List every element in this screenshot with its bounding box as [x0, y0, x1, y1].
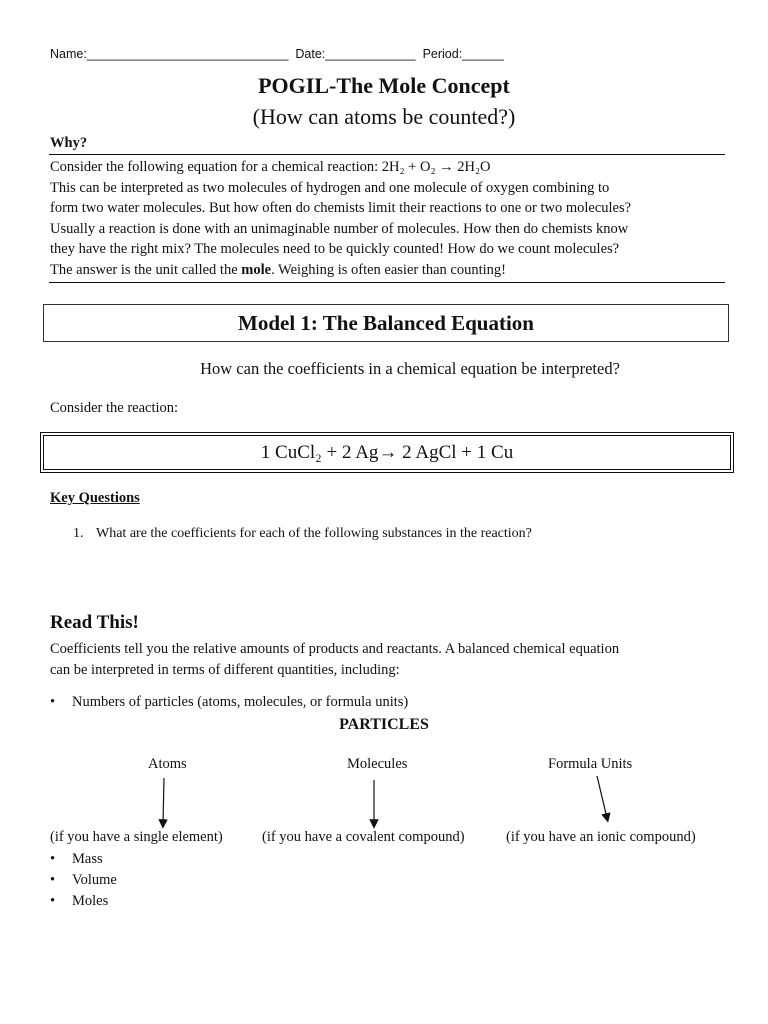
- particles-heading: PARTICLES: [339, 716, 429, 733]
- question-number: 1.: [73, 526, 84, 541]
- bullet-text: Mass: [72, 851, 103, 867]
- why-line: they have the right mix? The molecules need to be quickly counted! How do we count molecules?: [50, 241, 620, 258]
- bullet-mass: [50, 851, 350, 871]
- key-questions-heading: Key Questions: [50, 490, 140, 506]
- page-subtitle: (How can atoms be counted?): [252, 104, 516, 129]
- model-question: How can the coefficients in a chemical equation be interpreted?: [200, 359, 620, 378]
- question-text: What are the coefficients for each of the following substances in the reaction?: [96, 526, 532, 541]
- consider-label: Consider the reaction:: [50, 400, 179, 416]
- note-atoms: (if you have a single element): [50, 829, 223, 845]
- arrow-atoms: [163, 778, 164, 824]
- arrow-formula-units: [597, 776, 607, 818]
- page-title: POGIL-The Mole Concept: [258, 73, 510, 98]
- bullet-dot: •: [50, 694, 56, 710]
- why-line-1-text: Consider the following equation for a chemical reaction:: [50, 159, 382, 175]
- reaction-equation: 1 CuCl₂ + 2 Ag→ 2 AgCl + 1 Cu: [260, 441, 514, 463]
- why-line: form two water molecules. But how often do chemists limit their reactions to one or two molecules?: [50, 200, 632, 217]
- bullet-text: Numbers of particles (atoms, molecules, or formula units): [72, 694, 409, 710]
- bullet-dot: •: [50, 893, 56, 909]
- category-molecules: Molecules: [347, 756, 408, 772]
- why-equation: 2H₂ + O₂ → 2H₂O: [381, 159, 491, 175]
- why-last-suffix: . Weighing is often easier than counting!: [271, 261, 507, 278]
- bullet-volume: [50, 872, 350, 892]
- category-formula-units: Formula Units: [548, 756, 633, 772]
- read-line: can be interpreted in terms of different quantities, including:: [50, 661, 400, 678]
- why-line: Usually a reaction is done with an unimaginable number of molecules. How then do chemists know: [50, 220, 629, 237]
- category-atoms: Atoms: [148, 756, 187, 772]
- read-line: Coefficients tell you the relative amounts of products and reactants. A balanced chemical equation: [50, 641, 620, 657]
- bullet-text: Moles: [72, 893, 109, 909]
- why-heading: Why?: [50, 135, 88, 151]
- mole-term: mole: [241, 261, 272, 278]
- note-molecules: (if you have a covalent compound): [262, 829, 465, 845]
- read-this-heading: Read This!: [50, 612, 139, 633]
- header-fields: Name:_____________________________ Date:_____________ Period:______: [50, 47, 504, 61]
- why-line: This can be interpreted as two molecules of hydrogen and one molecule of oxygen combining to: [50, 179, 610, 196]
- bullet-moles: [50, 893, 350, 913]
- bullet-text: Volume: [72, 872, 117, 888]
- note-formula-units: (if you have an ionic compound): [506, 829, 696, 845]
- bullet-dot: •: [50, 851, 56, 867]
- model-title: Model 1: The Balanced Equation: [238, 310, 534, 335]
- why-last-prefix: The answer is the unit called the: [50, 261, 242, 278]
- bullet-dot: •: [50, 872, 56, 888]
